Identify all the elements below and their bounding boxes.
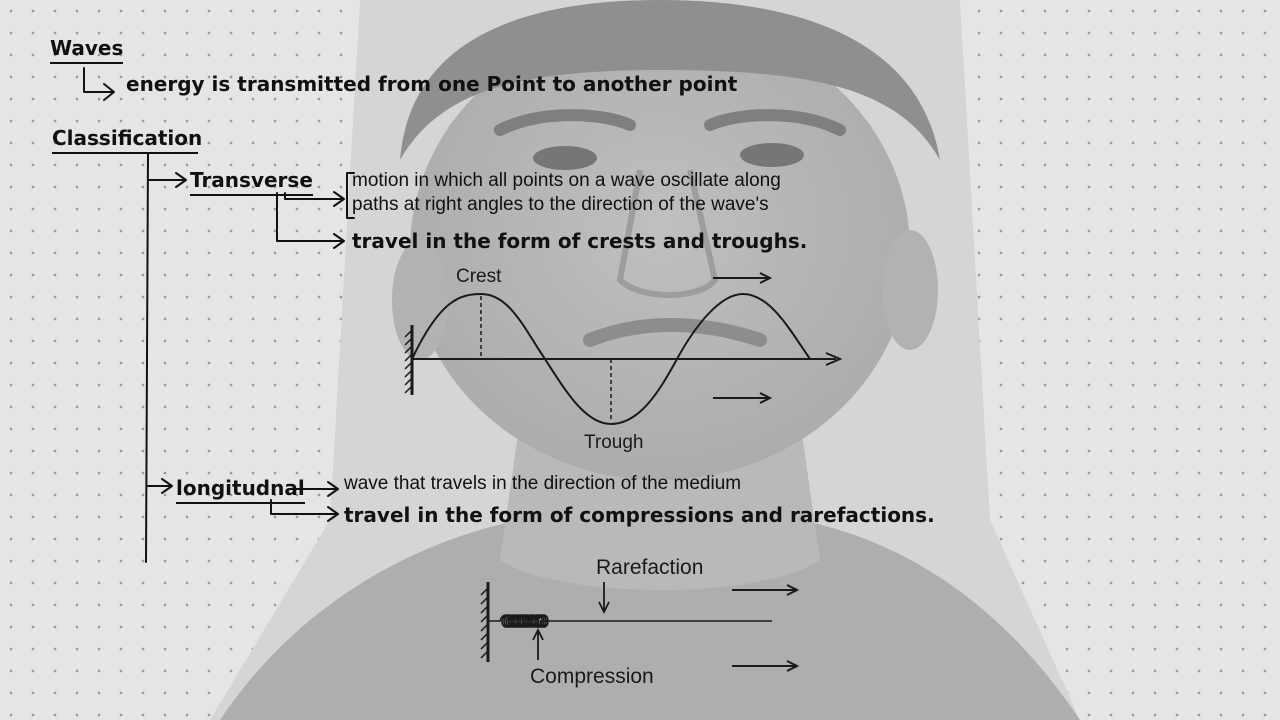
spring-bottom-direction-arrow [732,661,797,671]
trough-label: Trough [584,432,644,453]
spring-coil [488,615,772,627]
rarefaction-pointer [599,582,609,612]
classification-heading: Classification [52,126,198,154]
top-direction-arrow [713,273,770,283]
longitudinal-label: longitudnal [176,476,305,504]
waves-heading: Waves [50,36,123,64]
waves-definition: energy is transmitted from one Point to another point [126,72,738,96]
longitudinal-branch-arrow [148,479,172,493]
transverse-branch-arrow [148,173,186,187]
bottom-direction-arrow [713,393,770,403]
transverse-definition-line2: paths at right angles to the direction of the wave's [352,194,769,215]
spring-top-direction-arrow [732,585,797,595]
rarefaction-label: Rarefaction [596,556,704,579]
crest-label: Crest [456,266,502,287]
transverse-form-arrow [277,193,344,248]
transverse-wave-diagram [405,273,840,424]
transverse-form-text: travel in the form of crests and troughs. [352,229,808,253]
transverse-label: Transverse [190,168,313,196]
compression-label: Compression [530,665,654,688]
longitudinal-wave-diagram [481,582,797,671]
compression-pointer [533,630,543,660]
transverse-definition-line1: motion in which all points on a wave oscillate along [352,170,781,191]
longitudinal-definition: wave that travels in the direction of the medium [344,473,742,494]
classification-trunk-line [146,153,148,562]
waves-connector-arrow [84,68,114,100]
longitudinal-form-text: travel in the form of compressions and rarefactions. [344,503,935,527]
